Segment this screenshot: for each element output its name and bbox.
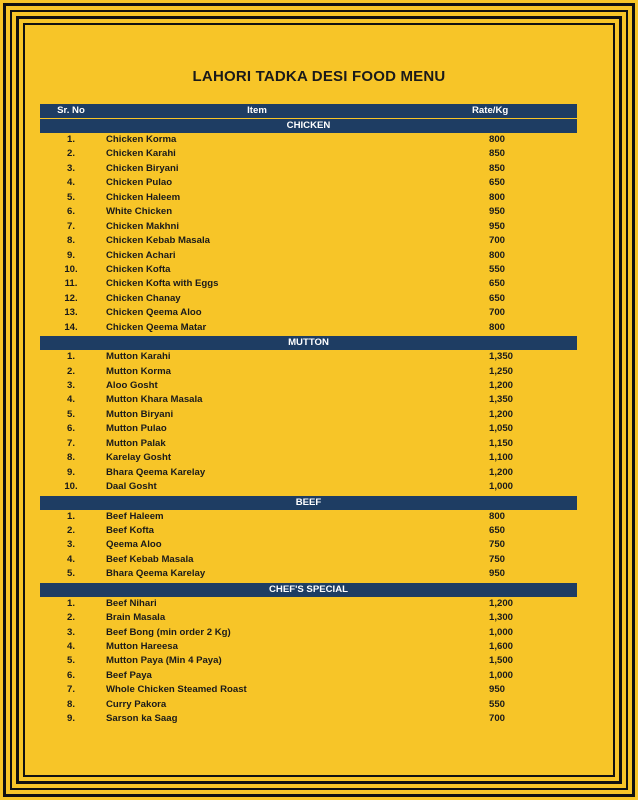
row-sr: 6.: [66, 669, 75, 681]
table-row: [40, 597, 577, 611]
table-row: [40, 683, 577, 697]
table-row: [40, 408, 577, 422]
row-item: Aloo Gosht: [106, 380, 158, 391]
table-row: [40, 553, 577, 567]
row-rate: 1,250: [489, 365, 514, 377]
row-rate: 700: [489, 713, 506, 725]
row-item: Beef Bong (min order 2 Kg): [106, 626, 231, 638]
table-row: [40, 292, 577, 306]
table-header: [40, 104, 577, 118]
table-row: [40, 640, 577, 654]
table-row: [40, 176, 577, 190]
row-rate: 950: [489, 206, 506, 218]
row-sr: 9.: [66, 249, 75, 261]
row-item: Chicken Karahi: [106, 148, 176, 160]
row-sr: 5.: [66, 655, 75, 667]
row-item: Mutton Biryani: [106, 408, 174, 420]
row-rate: 750: [489, 553, 506, 565]
row-sr: 1.: [66, 134, 75, 145]
row-rate: 650: [489, 292, 506, 304]
row-rate: 1,350: [489, 394, 514, 406]
row-sr: 4.: [66, 394, 75, 406]
row-rate: 950: [489, 684, 506, 696]
table-row: [40, 350, 577, 364]
row-item: Bhara Qeema Karelay: [106, 466, 206, 478]
row-rate: 800: [489, 321, 506, 333]
table-row: [40, 321, 577, 335]
table-row: [40, 567, 577, 581]
row-rate: 1,000: [489, 626, 514, 638]
row-item: Beef Kebab Masala: [106, 553, 194, 565]
row-rate: 950: [489, 220, 506, 232]
row-sr: 11.: [64, 278, 78, 290]
row-rate: 850: [489, 148, 506, 160]
row-rate: 1,100: [489, 452, 514, 464]
row-sr: 9.: [66, 466, 75, 478]
row-sr: 9.: [66, 713, 75, 725]
row-rate: 800: [489, 134, 506, 145]
table-row: [40, 365, 577, 379]
row-rate: 1,350: [489, 351, 514, 363]
table-row: [40, 234, 577, 248]
row-sr: 7.: [66, 684, 75, 696]
table-row: [40, 451, 577, 465]
row-sr: 8.: [66, 698, 75, 710]
row-sr: 2.: [66, 524, 75, 536]
row-item: Chicken Haleem: [106, 191, 181, 203]
table-row: [40, 249, 577, 263]
row-sr: 13.: [64, 307, 78, 319]
row-item: Beef Nihari: [106, 597, 157, 609]
row-sr: 8.: [66, 235, 75, 247]
table-row: [40, 524, 577, 538]
row-item: Brain Masala: [106, 612, 166, 624]
row-rate: 800: [489, 191, 506, 203]
row-item: Curry Pakora: [106, 698, 167, 710]
row-item: White Chicken: [106, 206, 173, 218]
row-item: Chicken Biryani: [106, 162, 179, 174]
row-item: Karelay Gosht: [106, 452, 172, 464]
row-rate: 550: [489, 263, 506, 275]
header-rate: Rate/Kg: [472, 105, 509, 116]
table-row: [40, 712, 577, 726]
table-row: [40, 147, 577, 161]
section-header: CHICKEN: [40, 119, 577, 133]
row-item: Bhara Qeema Karelay: [106, 568, 206, 580]
row-item: Chicken Qeema Aloo: [106, 307, 202, 319]
row-sr: 1.: [66, 510, 75, 522]
table-row: [40, 220, 577, 234]
row-rate: 950: [489, 568, 506, 580]
row-sr: 5.: [66, 408, 75, 420]
row-sr: 5.: [66, 568, 75, 580]
row-rate: 1,200: [489, 466, 514, 478]
table-row: [40, 205, 577, 219]
row-rate: 1,000: [489, 669, 514, 681]
section-header: CHEF'S SPECIAL: [40, 583, 577, 597]
row-rate: 1,050: [489, 423, 514, 435]
row-item: Mutton Hareesa: [106, 641, 178, 652]
row-rate: 650: [489, 278, 506, 290]
table-row: [40, 466, 577, 480]
row-rate: 1,200: [489, 380, 514, 391]
table-row: [40, 277, 577, 291]
table-row: [40, 611, 577, 625]
row-item: Chicken Achari: [106, 249, 176, 261]
row-item: Mutton Karahi: [106, 351, 171, 363]
row-item: Mutton Paya (Min 4 Paya): [106, 655, 222, 667]
row-rate: 1,600: [489, 641, 514, 652]
row-sr: 2.: [66, 148, 75, 160]
row-item: Mutton Khara Masala: [106, 394, 203, 406]
row-item: Mutton Palak: [106, 437, 166, 449]
table-row: [40, 510, 577, 524]
row-item: Chicken Kebab Masala: [106, 235, 210, 247]
row-rate: 1,300: [489, 612, 514, 624]
row-item: Qeema Aloo: [106, 539, 162, 551]
row-sr: 3.: [66, 380, 75, 391]
row-item: Daal Gosht: [106, 481, 157, 493]
row-sr: 3.: [66, 626, 75, 638]
table-row: [40, 437, 577, 451]
row-item: Chicken Qeema Matar: [106, 321, 207, 333]
row-sr: 10.: [64, 481, 78, 493]
row-sr: 2.: [66, 365, 75, 377]
row-rate: 800: [489, 510, 506, 522]
row-sr: 14.: [64, 321, 78, 333]
row-rate: 1,000: [489, 481, 514, 493]
row-rate: 1,500: [489, 655, 514, 667]
row-item: Chicken Korma: [106, 134, 177, 145]
table-row: [40, 379, 577, 393]
row-item: Mutton Pulao: [106, 423, 167, 435]
row-item: Chicken Makhni: [106, 220, 180, 232]
menu-title: LAHORI TADKA DESI FOOD MENU: [192, 68, 446, 85]
header-item: Item: [247, 105, 267, 116]
row-sr: 3.: [66, 162, 75, 174]
row-rate: 1,200: [489, 408, 514, 420]
row-rate: 850: [489, 162, 506, 174]
row-sr: 1.: [66, 351, 75, 363]
row-sr: 6.: [66, 423, 75, 435]
row-item: Chicken Chanay: [106, 292, 181, 304]
row-sr: 4.: [66, 177, 75, 189]
row-rate: 700: [489, 307, 506, 319]
row-sr: 10.: [64, 263, 78, 275]
row-item: Chicken Kofta: [106, 263, 171, 275]
row-sr: 4.: [66, 641, 75, 652]
row-sr: 6.: [66, 206, 75, 218]
row-item: Beef Haleem: [106, 510, 164, 522]
row-sr: 5.: [66, 191, 75, 203]
row-sr: 12.: [64, 292, 78, 304]
table-row: [40, 538, 577, 552]
table-row: [40, 698, 577, 712]
row-sr: 8.: [66, 452, 75, 464]
header-sr: Sr. No: [57, 105, 85, 116]
row-sr: 2.: [66, 612, 75, 624]
row-rate: 1,150: [489, 437, 514, 449]
row-sr: 3.: [66, 539, 75, 551]
row-sr: 7.: [66, 220, 75, 232]
table-row: [40, 191, 577, 205]
table-row: [40, 393, 577, 407]
row-sr: 4.: [66, 553, 75, 565]
row-rate: 800: [489, 249, 506, 261]
row-item: Chicken Kofta with Eggs: [106, 278, 219, 290]
row-rate: 750: [489, 539, 506, 551]
menu-sections: [40, 119, 577, 727]
row-rate: 700: [489, 235, 506, 247]
row-item: Mutton Korma: [106, 365, 172, 377]
row-item: Beef Kofta: [106, 524, 154, 536]
section-header: BEEF: [40, 496, 577, 510]
table-row: [40, 133, 577, 147]
row-item: Sarson ka Saag: [106, 713, 178, 725]
table-row: [40, 263, 577, 277]
section-header: MUTTON: [40, 336, 577, 350]
table-row: [40, 306, 577, 320]
row-rate: 1,200: [489, 597, 514, 609]
row-rate: 650: [489, 524, 506, 536]
table-row: [40, 654, 577, 668]
table-row: [40, 626, 577, 640]
table-row: [40, 480, 577, 494]
table-row: [40, 162, 577, 176]
row-item: Whole Chicken Steamed Roast: [106, 684, 247, 696]
row-sr: 7.: [66, 437, 75, 449]
row-item: Beef Paya: [106, 669, 152, 681]
menu-table: [40, 104, 577, 727]
row-rate: 650: [489, 177, 506, 189]
table-row: [40, 669, 577, 683]
row-sr: 1.: [66, 597, 75, 609]
row-rate: 550: [489, 698, 506, 710]
table-row: [40, 422, 577, 436]
row-item: Chicken Pulao: [106, 177, 173, 189]
